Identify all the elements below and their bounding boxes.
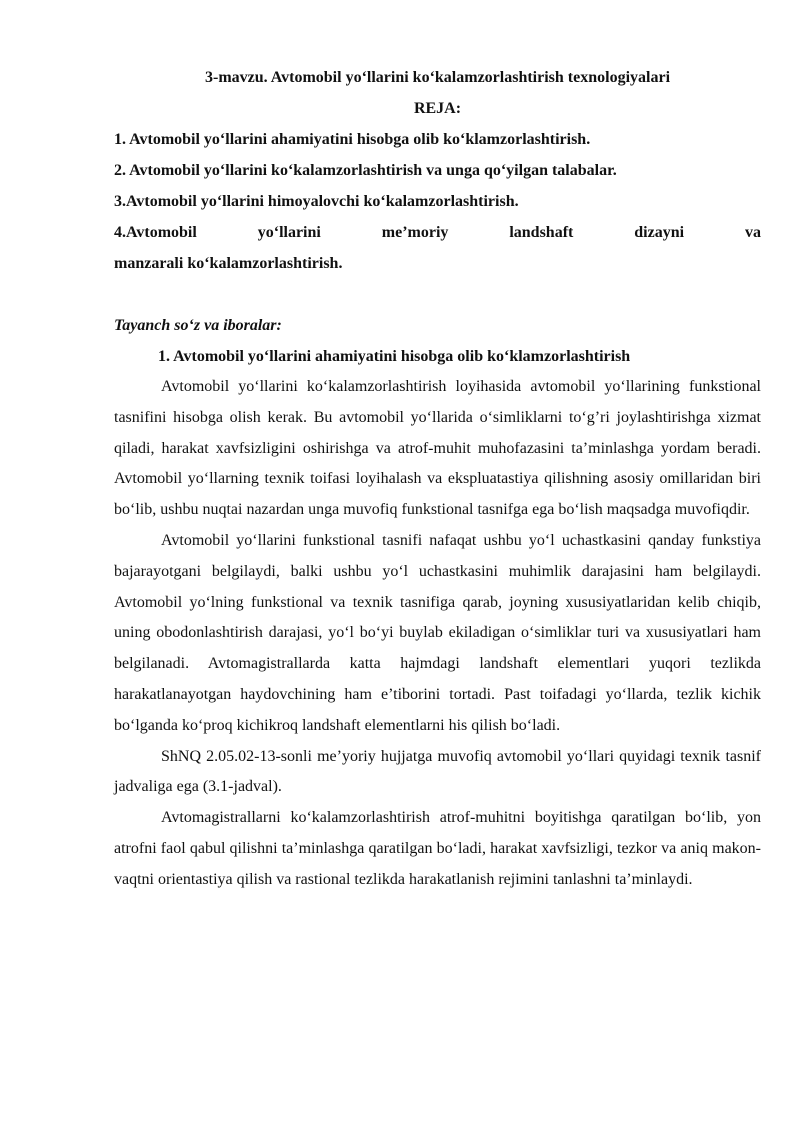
keywords-label: Tayanch so‘z va iboralar: (114, 317, 282, 334)
paragraph: Avtomobil yo‘llarini funkstional tasnifi nafaqat ushbu yo‘l uchastkasini qanday funkstiya bajarayotgani belgilaydi, balki ushbu yo‘l uchastkasini muhimlik darajasini ham belgilaydi. Avtomobil yo‘lning funkstional va texnik tasnifiga qarab, joyning xususiyatlaridan kelib chiqib, uning obodonlashtirish darajasi, yo‘l bo‘yi buylab ekiladigan o‘simliklar turi va xususiyatlari ham belgilanadi. Avtomagistrallarda katta hajmdagi landshaft elementlari yuqori tezlikda harakatlanayotgan haydovchining ham e’tiborini tortadi. Past toifadagi yo‘llarda, tezlik kichik bo‘lganda ko‘proq kichikroq landshaft elementlarni his qilish bo‘ladi. (114, 531, 761, 734)
document-title: 3-mavzu. Avtomobil yo‘llarini ko‘kalamzorlashtirish texnologiyalari (204, 69, 671, 86)
plan-item-continuation: manzarali ko‘kalamzorlashtirish. (114, 255, 343, 272)
plan-item: 3.Avtomobil yo‘llarini himoyalovchi ko‘kalamzorlashtirish. (114, 193, 519, 210)
paragraph: ShNQ 2.05.02-13-sonli me’yoriy hujjatga muvofiq avtomobil yo‘llari quyidagi texnik tasnif jadvaliga ega (3.1-jadval). (114, 747, 761, 796)
plan-item: 1. Avtomobil yo‘llarini ahamiyatini hisobga olib ko‘klamzorlashtirish. (114, 131, 591, 148)
body-text (114, 372, 761, 896)
plan-item: 4.Avtomobil yo‘llarini me’moriy landshaft dizayni va (114, 224, 761, 241)
plan-list (114, 124, 761, 279)
blank-line (114, 279, 761, 310)
plan-item: 2. Avtomobil yo‘llarini ko‘kalamzorlashtirish va unga qo‘yilgan talabalar. (114, 162, 617, 179)
plan-heading: REJA: (413, 100, 462, 117)
section-heading: 1. Avtomobil yo‘llarini ahamiyatini hisobga olib ko‘klamzorlashtirish (158, 348, 631, 365)
paragraph: Avtomobil yo‘llarini ko‘kalamzorlashtirish loyihasida avtomobil yo‘llarining funkstional tasnifini hisobga olish kerak. Bu avtomobil yo‘llarida o‘simliklarni to‘g’ri joylashtirishga xizmat qiladi, harakat xavfsizligini oshirishga va atrof-muhit muhofazasini ta’minlashga yordam beradi. Avtomobil yo‘llarning texnik toifasi loyihalash va ekspluatastiya qilishning asosiy omillaridan biri bo‘lib, ushbu nuqtai nazardan unga muvofiq funkstional tasnifga ega bo‘lish maqsadga muvofiqdir. (114, 378, 761, 519)
paragraph: Avtomagistrallarni ko‘kalamzorlashtirish atrof-muhitni boyitishga qaratilgan bo‘lib, yon atrofni faol qabul qilishni ta’minlashga qaratilgan bo‘ladi, harakat xavfsizligi, tezkor va aniq makon-vaqtni orientastiya qilish va rastional tezlikda harakatlanish rejimini tanlashni ta’minlaydi. (114, 809, 761, 888)
document-page (114, 62, 761, 896)
